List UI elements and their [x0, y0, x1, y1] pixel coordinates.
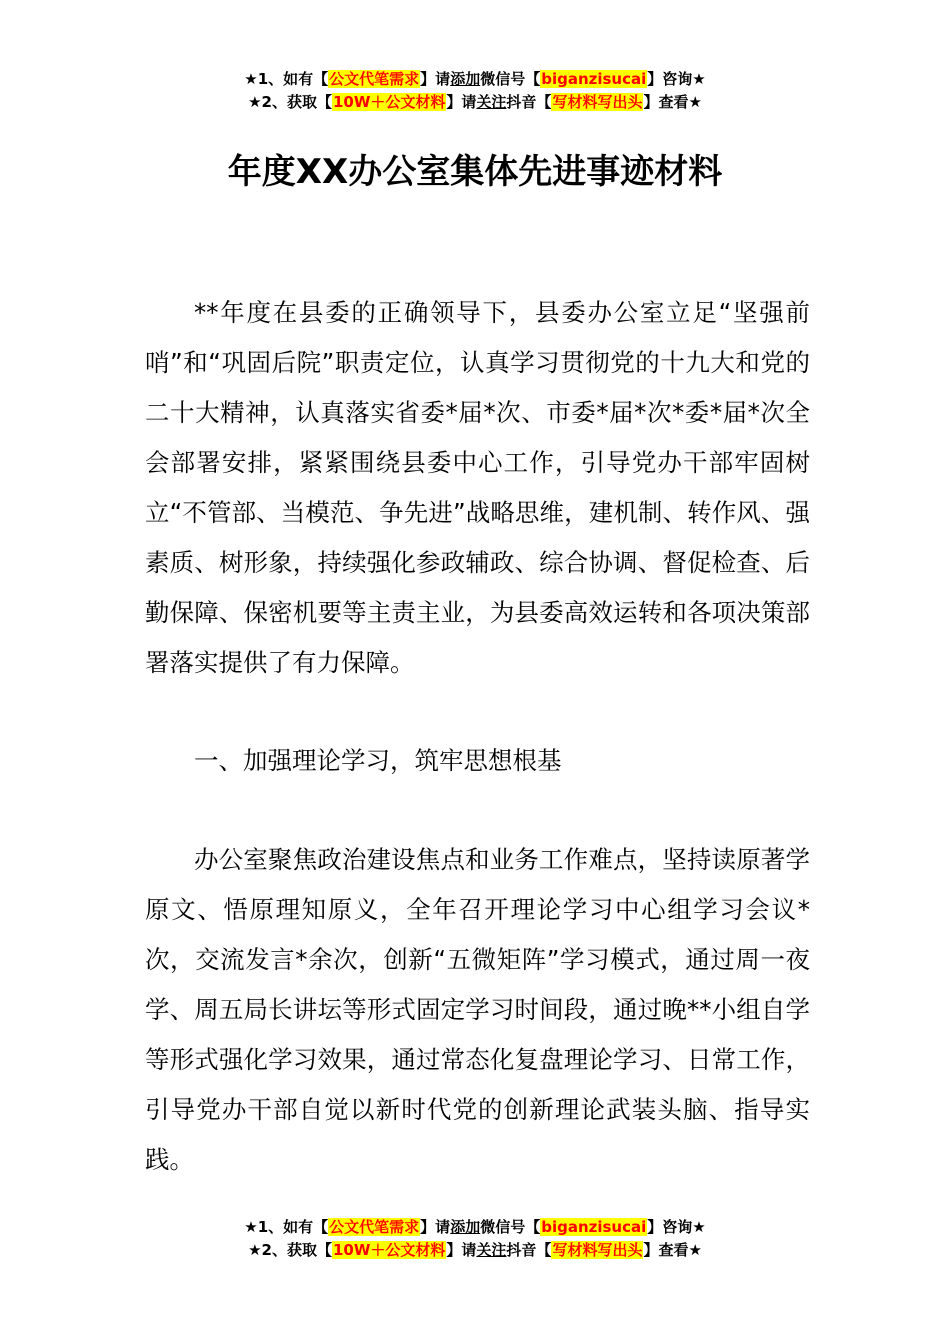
- promo-highlight-materials: 10W＋公文材料: [332, 93, 446, 111]
- promo-line-1: ★1、如有【公文代笔需求】请添加微信号【biganzisucai】咨询★: [244, 70, 706, 88]
- promo-line-1: ★1、如有【公文代笔需求】请添加微信号【biganzisucai】咨询★: [244, 1218, 706, 1236]
- promo-highlight-wechat-id: biganzisucai: [541, 1218, 647, 1236]
- promo-highlight-wechat-id: biganzisucai: [541, 70, 647, 88]
- promo-highlight-materials: 10W＋公文材料: [332, 1241, 446, 1259]
- promo-line-2: ★2、获取【10W＋公文材料】请关注抖音【写材料写出头】查看★: [248, 93, 702, 111]
- paragraph-intro: **年度在县委的正确领导下，县委办公室立足“坚强前哨”和“巩固后院”职责定位，认真学习贯彻党的十九大和党的二十大精神，认真落实省委*届*次、市委*届*次*委*届*次全会部署安排，紧紧围绕县委中心工作，引导党办干部牢固树立“不管部、当模范、争先进”战略思维，建机制、转作风、强素质、树形象，持续强化参政辅政、综合协调、督促检查、后勤保障、保密机要等主责主业，为县委高效运转和各项决策部署落实提供了有力保障。: [145, 298, 810, 677]
- promo-highlight-service: 公文代笔需求: [329, 70, 420, 88]
- promo-highlight-douyin-id: 写材料写出头: [552, 93, 643, 111]
- promo-highlight-service: 公文代笔需求: [329, 1218, 420, 1236]
- promo-line-2: ★2、获取【10W＋公文材料】请关注抖音【写材料写出头】查看★: [248, 1241, 702, 1259]
- document-title: 年度XX办公室集体先进事迹材料: [227, 152, 723, 192]
- footer-promo-banner: [0, 1216, 950, 1262]
- promo-highlight-douyin-id: 写材料写出头: [552, 1241, 643, 1259]
- section-heading-1: 一、加强理论学习，筑牢思想根基: [194, 746, 562, 775]
- header-promo-banner: [0, 68, 950, 114]
- paragraph-section-1: 办公室聚焦政治建设焦点和业务工作难点，坚持读原著学原文、悟原理知原义，全年召开理论学习中心组学习会议*次，交流发言*余次，创新“五微矩阵”学习模式，通过周一夜学、周五局长讲坛等形式固定学习时间段，通过晚**小组自学等形式强化学习效果，通过常态化复盘理论学习、日常工作，引导党办干部自觉以新时代党的创新理论武装头脑、指导实践。: [145, 845, 810, 1174]
